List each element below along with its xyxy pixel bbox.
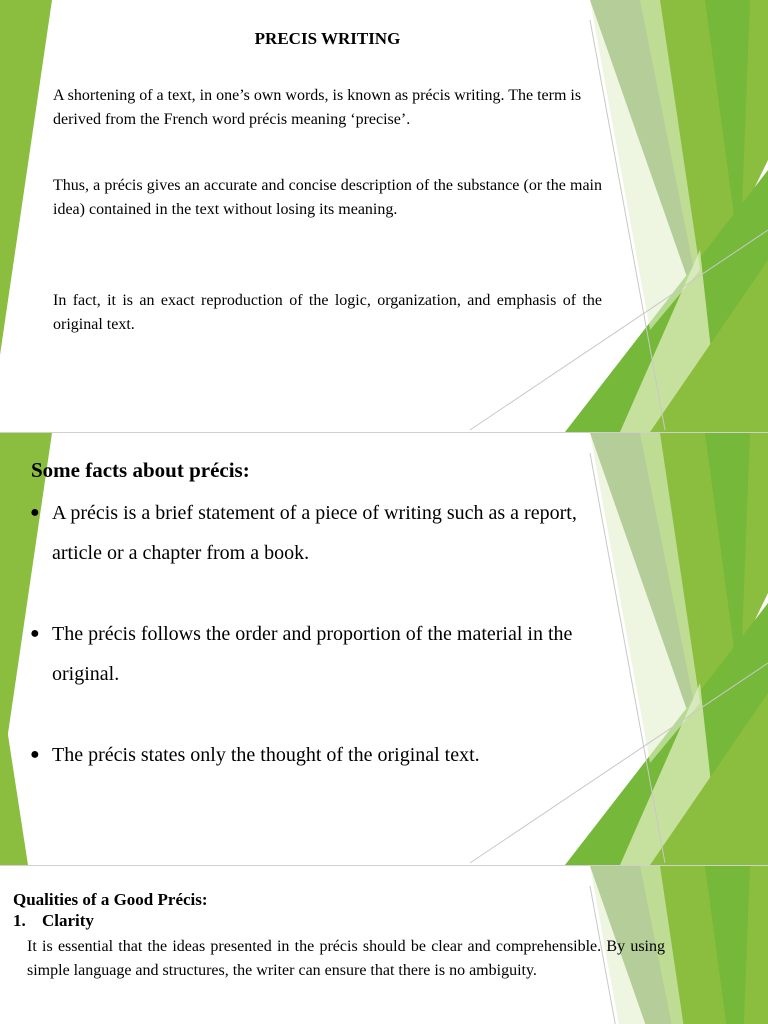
slide-2 [0,433,768,865]
bullet-dot-icon: ● [30,746,40,763]
bullet-dot-icon: ● [30,625,40,642]
paragraph-definition: A shortening of a text, in one’s own words, is known as précis writing. The term is derived from the French word précis meaning ‘precise’. [53,87,582,128]
list-item: ● The précis states only the thought of the original text. [30,735,600,775]
slide-title: PRECIS WRITING [254,29,401,48]
list-item: ● A précis is a brief statement of a piece of writing such as a report, article or a chapter from a book. [30,493,600,573]
bullet-dot-icon: ● [30,504,40,521]
paragraph-description: Thus, a précis gives an accurate and concise description of the substance (or the main idea) contained in the text without losing its meaning. [53,177,602,218]
facts-list [30,493,600,775]
quality-title: 1. Clarity [13,911,94,930]
clarity-paragraph: It is essential that the ideas presented in the précis should be clear and comprehensible. By using simple language and structures, the writer can ensure that there is no ambiguity. [27,938,665,979]
facts-heading: Some facts about précis: [31,458,250,482]
qualities-heading: Qualities of a Good Précis: [13,890,208,909]
list-item: ● The précis follows the order and proportion of the material in the original. [30,614,600,694]
slide-3 [0,866,768,1024]
paragraph-reproduction: In fact, it is an exact reproduction of the logic, organization, and emphasis of the original text. [53,292,602,333]
slide-1 [0,0,768,432]
